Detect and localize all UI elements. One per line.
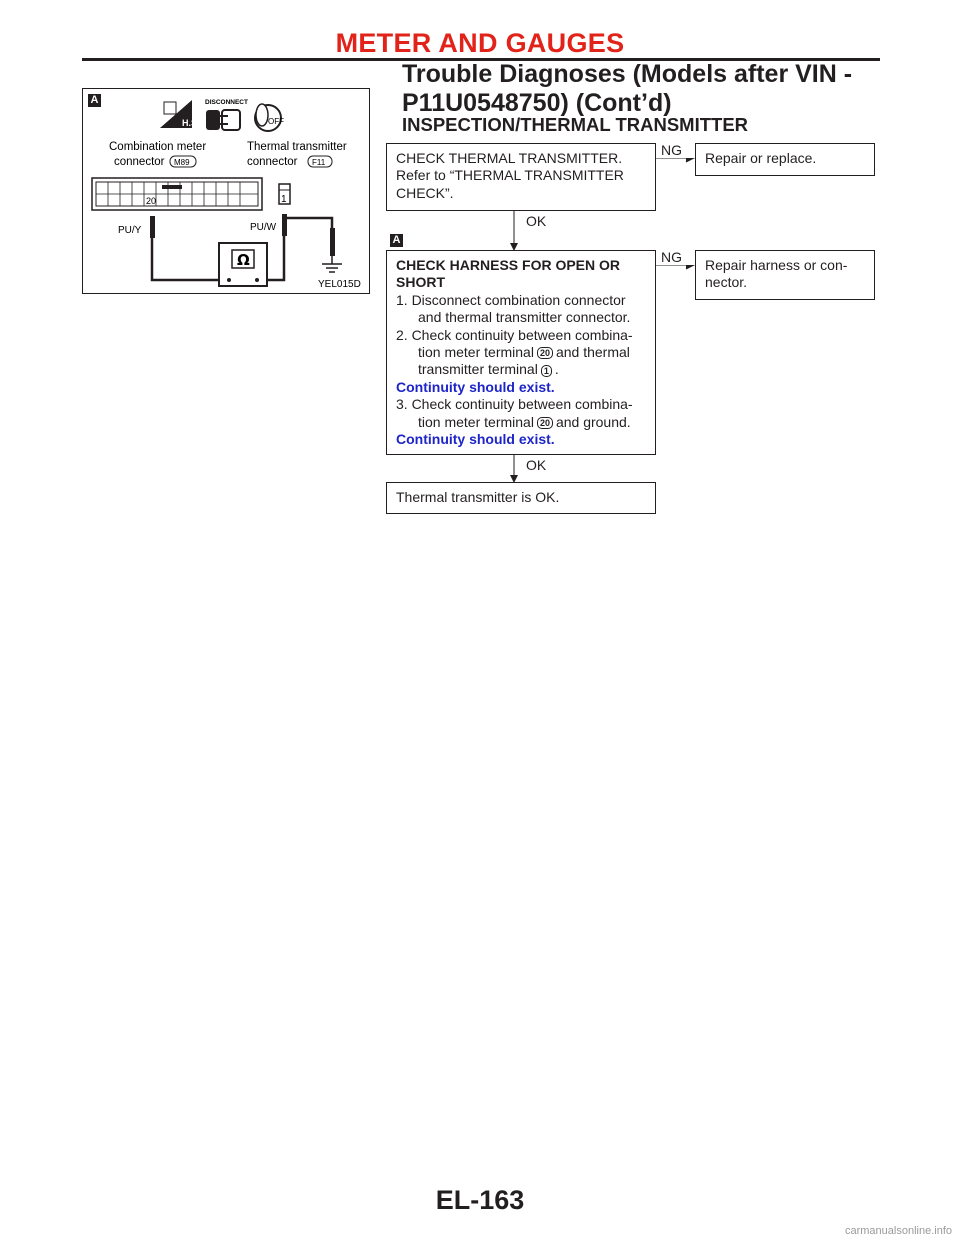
step1-ng-result <box>695 143 875 176</box>
subtitle-line-1: Trouble Diagnoses (Models after VIN - <box>402 60 853 88</box>
connector-label-1: connector <box>114 156 165 168</box>
step2-item-2c <box>396 361 646 378</box>
page-number: EL-163 <box>435 1185 525 1215</box>
pin-1-label: 1 <box>281 194 287 205</box>
continuity-note-1: Continuity should exist. <box>396 378 555 395</box>
wire-pu-w-label: PU/W <box>250 222 277 233</box>
watermark: carmanualsonline.info <box>844 1225 952 1237</box>
step2-ng-result-line-1: Repair harness or con- <box>705 257 848 273</box>
step2-ng-result-line-2: nector. <box>705 274 748 291</box>
section-title: METER AND GAUGES <box>335 28 625 58</box>
ground-icon <box>322 256 342 272</box>
subtitle-line-2: P11U0548750) (Cont’d) <box>402 89 672 117</box>
thermal-transmitter-connector <box>279 184 290 205</box>
combination-meter-connector <box>92 178 262 210</box>
terminal-20-badge: 20 <box>537 347 553 359</box>
wiring-diagram-figure <box>82 88 370 294</box>
step2-ok-label: OK <box>526 457 547 473</box>
procedure-heading: INSPECTION/THERMAL TRANSMITTER <box>402 114 749 135</box>
disconnect-icon <box>205 99 248 130</box>
step1-line-2: Refer to “THERMAL TRANSMITTER <box>396 167 624 184</box>
svg-text:DISCONNECT: DISCONNECT <box>205 99 248 106</box>
step2-item-2c-end: . <box>554 361 559 378</box>
step2-ng-result <box>695 250 875 300</box>
step1-ok-arrow <box>508 211 520 251</box>
step2-ok-arrow <box>508 455 520 483</box>
step-check-harness <box>386 250 656 455</box>
figure-marker: A <box>88 94 101 107</box>
thermal-transmitter-label: Thermal transmitter <box>247 141 347 153</box>
step2-ng-label: NG <box>661 249 682 265</box>
step2-title-1: CHECK HARNESS FOR OPEN OR <box>396 257 621 273</box>
step2-item-2b-text: tion meter terminal <box>418 344 534 361</box>
terminal-1-badge: 1 <box>541 365 552 377</box>
svg-text:OFF: OFF <box>268 117 284 126</box>
wire-pu-y-label: PU/Y <box>118 225 142 236</box>
wiring-diagram <box>82 88 370 294</box>
final-result-text: Thermal transmitter is OK. <box>396 489 560 505</box>
terminal-20-badge-2: 20 <box>537 417 553 429</box>
connector-label-2: connector <box>247 156 298 168</box>
figure-code: YEL015D <box>318 279 361 290</box>
step2-item-3b-text: tion meter terminal <box>418 413 534 430</box>
ohmmeter-icon <box>219 243 267 286</box>
continuity-note-2: Continuity should exist. <box>396 431 555 448</box>
connector-code-f11: F11 <box>312 158 326 167</box>
final-result <box>386 482 656 514</box>
step2-item-1a: 1. Disconnect combination connector <box>396 291 626 308</box>
page-subtitle <box>402 60 852 118</box>
step2-ng-arrow <box>656 265 696 285</box>
step2-item-2b <box>396 344 646 361</box>
step1-ok-label: OK <box>526 213 547 229</box>
step1-ng-result-text: Repair or replace. <box>705 150 817 166</box>
ignition-off-icon <box>255 104 284 131</box>
step2-item-3b-end: and ground. <box>555 413 631 430</box>
flow-marker-a: A <box>390 234 403 247</box>
step1-line-1: CHECK THERMAL TRANSMITTER. <box>396 150 623 166</box>
pin-20-label: 20 <box>146 196 157 206</box>
step2-item-3a: 3. Check continuity between combina- <box>396 396 633 413</box>
step2-item-2a: 2. Check continuity between combina- <box>396 326 633 343</box>
step2-title-2: SHORT <box>396 274 445 291</box>
step2-item-1b: and thermal transmitter connector. <box>418 309 631 326</box>
step2-item-2b-end: and thermal <box>555 344 630 361</box>
combination-meter-label: Combination meter <box>109 141 207 153</box>
step2-item-2c-text: transmitter terminal <box>418 361 538 378</box>
svg-text:Ω: Ω <box>237 251 250 269</box>
connector-code-m89: M89 <box>174 158 190 167</box>
step2-item-3b <box>396 414 646 431</box>
step-check-thermal-transmitter <box>386 143 656 211</box>
step1-ng-arrow <box>656 158 696 178</box>
step1-line-3: CHECK”. <box>396 184 454 201</box>
step1-ng-label: NG <box>661 142 682 158</box>
svg-text:H.S.: H.S. <box>182 118 200 128</box>
hs-icon <box>160 100 200 128</box>
